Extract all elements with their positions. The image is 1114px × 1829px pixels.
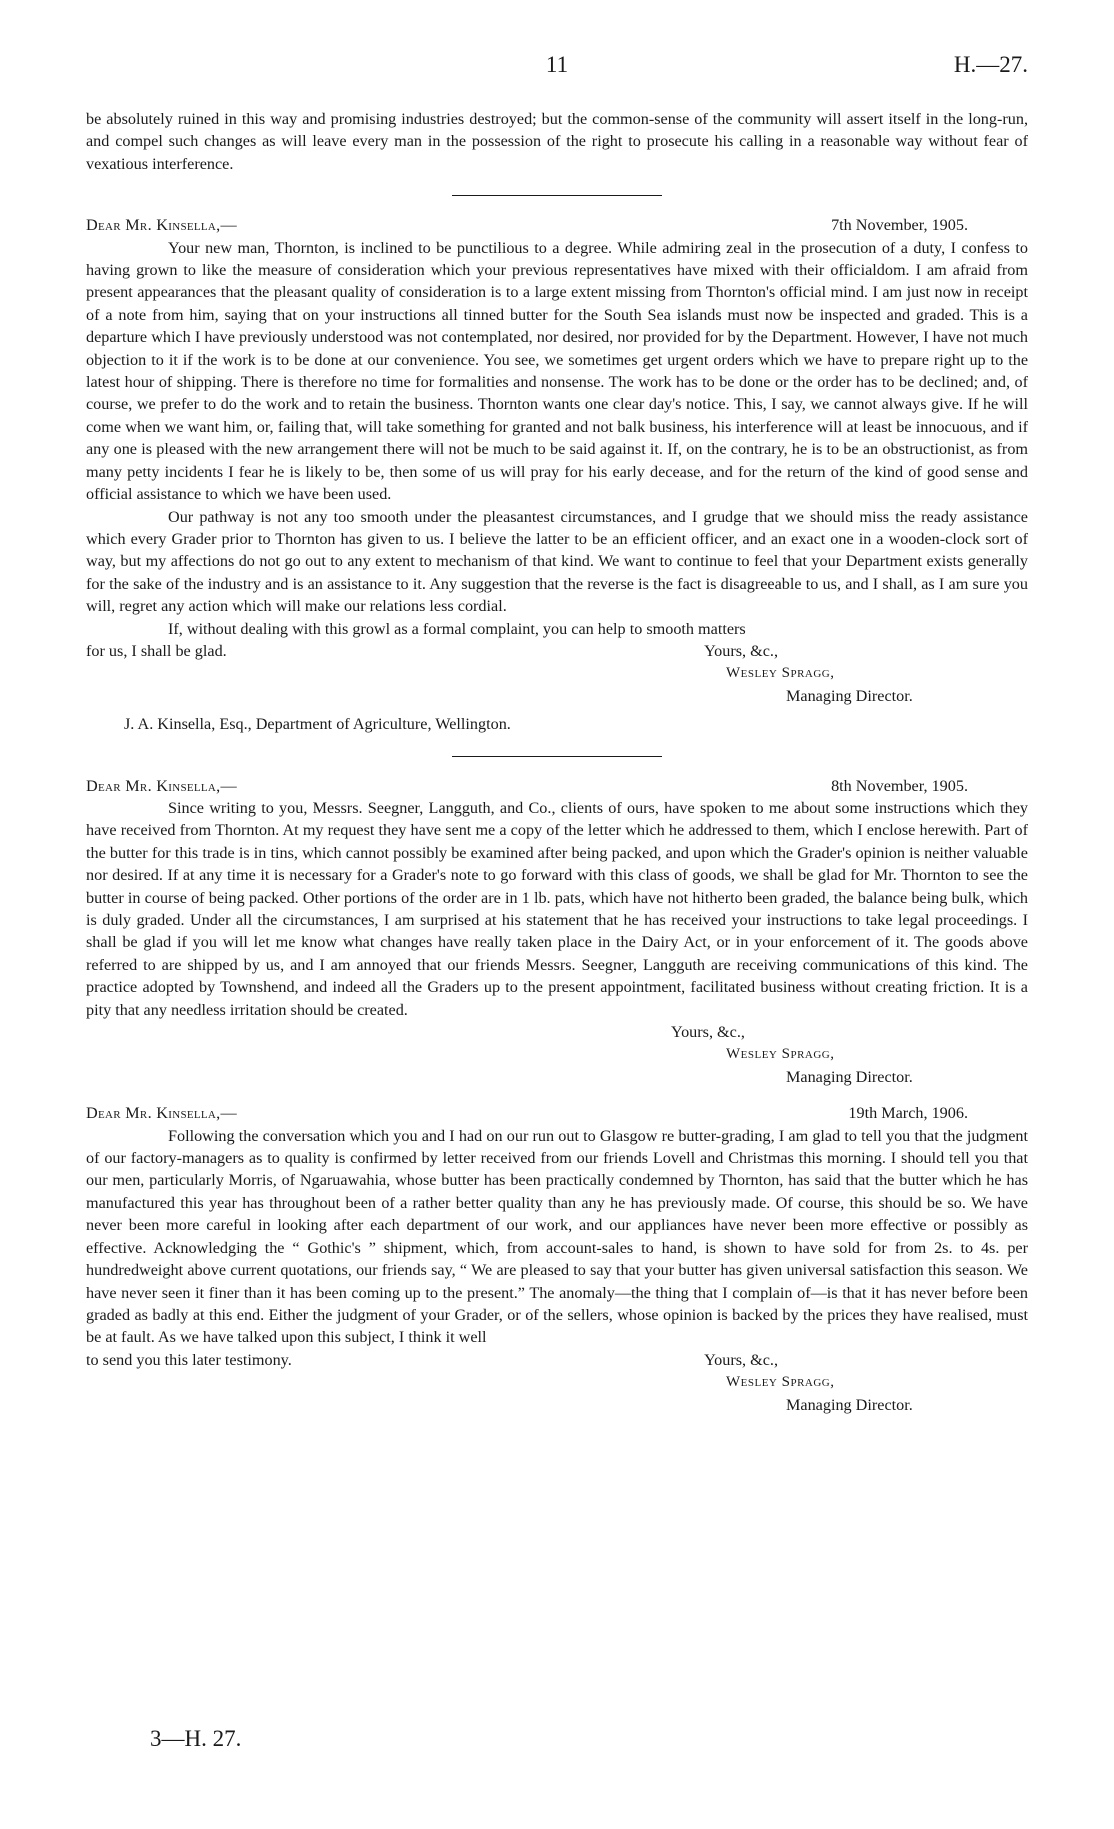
signature-title: Managing Director. bbox=[786, 686, 913, 705]
letter-19-mar-1906 bbox=[86, 1102, 1028, 1416]
letter-dateline bbox=[86, 1102, 1028, 1124]
letter-closing-line bbox=[86, 1349, 1028, 1371]
letter-date: 7th November, 1905. bbox=[831, 216, 968, 235]
signature-name: Wesley Spragg, bbox=[726, 665, 835, 682]
letter-paragraph-end: to send you this later testimony. bbox=[86, 1350, 292, 1369]
signature-name: Wesley Spragg, bbox=[726, 1046, 835, 1063]
letter-paragraph: Our pathway is not any too smooth under the pleasantest circumstances, and I grudge that we should miss the ready assistance which every Grader prior to Thornton has given to us. I believe the latter to be an efficient officer, and an exact one in a wooden-clock sort of way, but my affections do not go out to any extent to mechanism of that kind. We want to continue to feel that your Department exists generally for the sake of the industry and is an assistance to it. Any suggestion that the reverse is the fact is disagreeable to us, and I shall, as I am sure you will, regret any action which will make our relations less cordial. bbox=[86, 507, 1028, 616]
recipient-address: J. A. Kinsella, Esq., Department of Agriculture, Wellington. bbox=[124, 715, 511, 734]
salutation: Dear Mr. Kinsella,— bbox=[86, 776, 238, 795]
letter-8-nov-1905 bbox=[86, 775, 1028, 1089]
letter-dateline bbox=[86, 214, 1028, 236]
letter-dateline bbox=[86, 775, 1028, 797]
salutation: Dear Mr. Kinsella,— bbox=[86, 1104, 238, 1123]
page-header bbox=[86, 52, 1028, 86]
letter-paragraph: Following the conversation which you and I had on our run out to Glasgow re butter-grading, I am glad to tell you that the judgment of our factory-managers as to quality is confirmed by letter received from our friends Lovell and Christmas this morning. I should tell you that our men, particularly Morris, of Ngaruawahia, whose butter has been practically condemned by Thornton, has said that the butter which he has manufactured this year has throughout been of a rather better quality than any he has previously made. Of course, this should be so. We have never been more careful in looking after each department of our work, and our appliances have never been more effective or possibly as effective. Acknowledging the “ Gothic's ” shipment, which, from account-sales to hand, is shown to have sold for from 2s. to 4s. per hundredweight above current quotations, our friends say, “ We are pleased to say that your butter has given universal satisfaction this season. We have never seen it finer than it has been coming up to the present.” The anomaly—the thing that I complain of—is that it has never before been graded as badly at this end. Either the judgment of your Grader, or of the sellers, whose opinion is backed by the prices they have realised, must be at fault. As we have talked upon this subject, I think it well bbox=[86, 1126, 1028, 1347]
section-divider bbox=[452, 756, 662, 757]
document-reference: H.—27. bbox=[953, 52, 1028, 77]
spacer bbox=[86, 1088, 1028, 1102]
printer-signature-mark: 3—H. 27. bbox=[150, 1726, 242, 1751]
signature-title: Managing Director. bbox=[786, 1067, 913, 1086]
letter-paragraph: Your new man, Thornton, is inclined to be punctilious to a degree. While admiring zeal in the prosecution of a duty, I confess to having grown to like the measure of consideration which your previous representatives have mixed with their officialdom. I am afraid from present appearances that the pleasant quality of consideration is to a large extent missing from Thornton's official mind. I am just now in receipt of a note from him, saying that on your instructions all tinned butter for the South Sea islands must now be inspected and graded. This is a departure which I have previously understood was not contemplated, nor desired, nor provided for by the Department. However, I have not much objection to it if the work is to be done at our convenience. You see, we sometimes get urgent orders which we have to prepare right up to the latest hour of shipping. There is therefore no time for formalities and nonsense. The work has to be done or the order has to be declined; and, of course, we prefer to do the work and to retain the business. Thornton wants one clear day's notice. This, I say, we cannot always give. If he will come when we want him, or, failing that, will take something for granted and not balk business, his interference will at least be innocuous, and if any one is pleased with the new arrangement there will not be much to be said against it. If, on the contrary, he is to be an obstructionist, as from many petty incidents I fear he is likely to be, then some of us will pray for his early decease, and for the return of the kind of good sense and official assistance to which we have been used. bbox=[86, 238, 1028, 504]
salutation: Dear Mr. Kinsella,— bbox=[86, 216, 238, 235]
valediction: Yours, &c., bbox=[671, 1023, 745, 1042]
letter-paragraph: If, without dealing with this growl as a formal complaint, you can help to smooth matters bbox=[168, 619, 746, 638]
signature-title: Managing Director. bbox=[786, 1395, 913, 1414]
intro-paragraph: be absolutely ruined in this way and promising industries destroyed; but the common-sense of the community will assert itself in the long-run, and compel such changes as will leave every man in the possession of the right to prosecute his calling in a reasonable way without fear of vexatious interference. bbox=[86, 110, 1028, 173]
letter-paragraph: Since writing to you, Messrs. Seegner, Langguth, and Co., clients of ours, have spoken to me about some instructions which they have received from Thornton. At my request they have sent me a copy of the letter which he addressed to them, which I enclose herewith. Part of the butter for this trade is in tins, which cannot possibly be examined after being packed, and upon which the Grader's opinion is neither valuable nor desired. If at any time it is necessary for a Grader's note to go forward with this class of goods, we shall be glad for Mr. Thornton to see the butter in course of being packed. Other portions of the order are in 1 lb. pats, which have not hitherto been graded, the balance being bulk, which is duly graded. Under all the circumstances, I am surprised at his statement that he has received your instructions to take legal proceedings. I shall be glad if you will let me know what changes have really taken place in the Dairy Act, or in your enforcement of it. The goods above referred to are shipped by us, and I am annoyed that our friends Messrs. Seegner, Langguth are receiving communications of this kind. The practice adopted by Townshend, and indeed all the Graders up to the present appointment, facilitated business without creating friction. It is a pity that any needless irritation should be created. bbox=[86, 798, 1028, 1019]
valediction: Yours, &c., bbox=[704, 1350, 778, 1369]
page-number: 11 bbox=[545, 52, 569, 77]
signature-name: Wesley Spragg, bbox=[726, 1374, 835, 1391]
letter-date: 8th November, 1905. bbox=[831, 776, 968, 795]
valediction: Yours, &c., bbox=[704, 641, 778, 660]
page-content bbox=[86, 108, 1028, 1416]
letter-7-nov-1905 bbox=[86, 214, 1028, 735]
letter-paragraph-end: for us, I shall be glad. bbox=[86, 641, 227, 660]
letter-closing-line bbox=[86, 640, 1028, 662]
letter-date: 19th March, 1906. bbox=[848, 1104, 968, 1123]
section-divider bbox=[452, 195, 662, 196]
